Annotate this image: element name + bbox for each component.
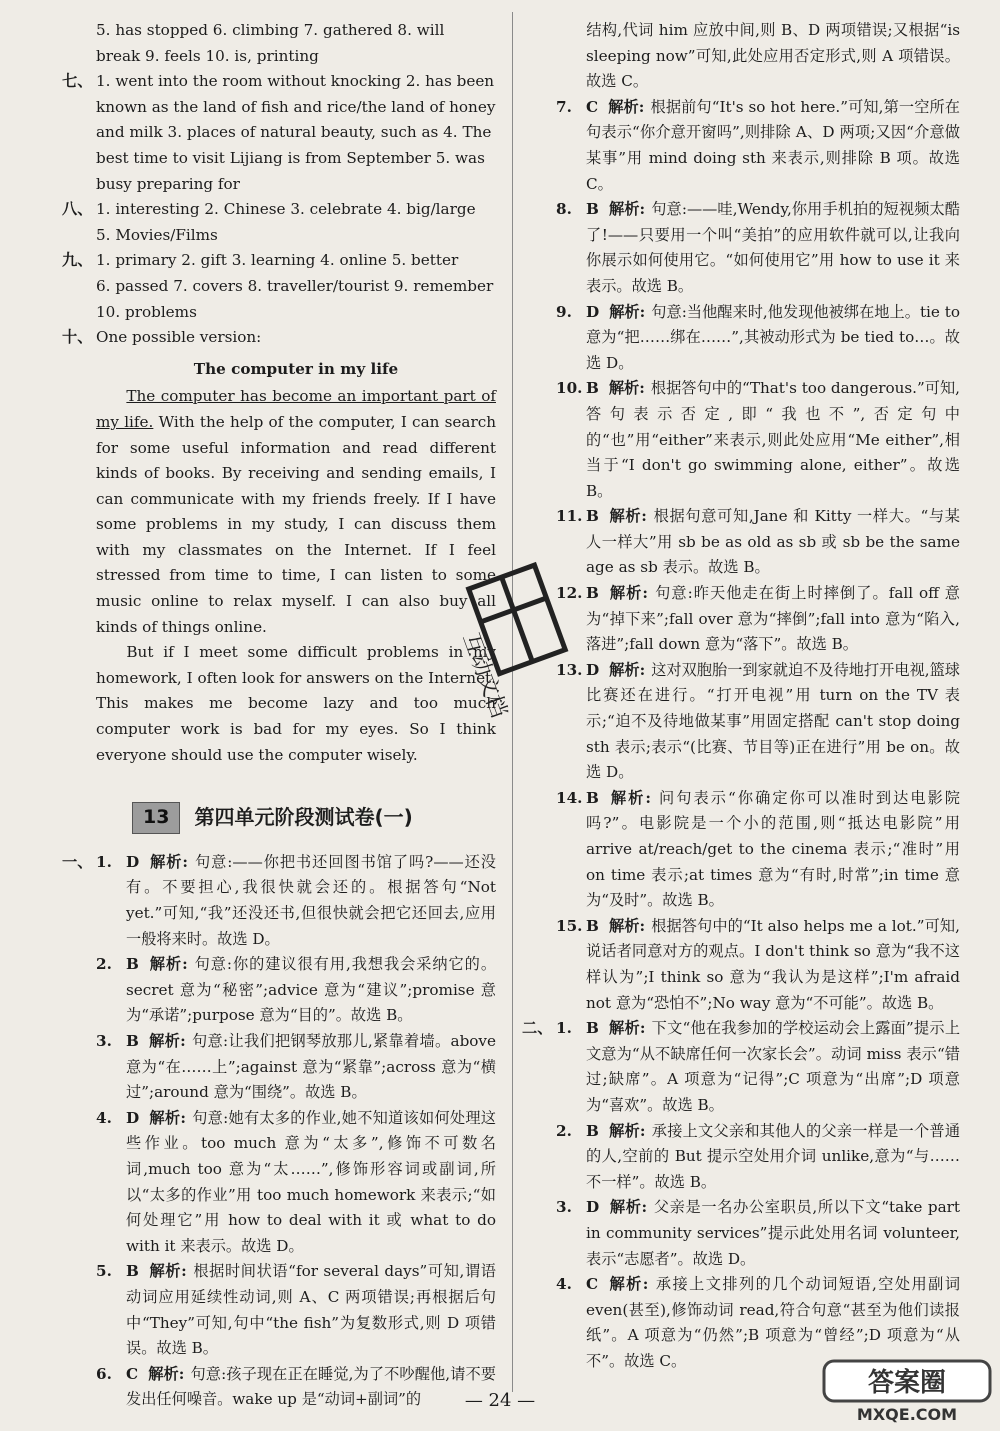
answer-letter: B	[586, 200, 599, 219]
answer-letter: B	[126, 1031, 139, 1050]
section-6-row-2: break 9. feels 10. is, printing	[96, 46, 319, 65]
item-number: 14.	[556, 788, 583, 807]
item-number: 2.	[556, 1121, 572, 1140]
analysis-label: 解析:	[148, 1031, 186, 1050]
analysis-label: 解析:	[608, 788, 651, 807]
answer-text: 句意:昨天他走在街上时摔倒了。fall off 意为“掉下来”;fall over 意为“摔倒”;fall into 意为“陷入,落进”;fall down 意为“落下”。故选 B。	[586, 584, 960, 654]
answer-letter: D	[586, 302, 600, 321]
essay-title: The computer in my life	[193, 359, 399, 378]
item-number: 7.	[556, 97, 572, 116]
unit-header	[132, 802, 496, 834]
item-number: 3.	[96, 1031, 112, 1050]
answer-item	[96, 952, 496, 1029]
answer-text: 根据时间状语“for several days”可知,谓语动词应用延续性动词,则 A、C 两项错误;再根据后句中“They”可知,句中“the fish”为复数形式,则 D 项错误。故选 B。	[126, 1262, 496, 1358]
section-label: 七、	[62, 72, 93, 91]
analysis-label: 解析:	[149, 852, 189, 871]
answer-text: 下文“他在我参加的学校运动会上露面”提示上文意为“从不缺席任何一次家长会”。动词 miss 表示“错过;缺席”。A 项意为“记得”;C 项意为“出席”;D 项意为“喜欢”。故选 B。	[586, 1019, 961, 1114]
answer-text: 这对双胞胎一到家就迫不及待地打开电视,篮球比赛还在进行。“打开电视”用 turn on the TV 表示;“迫不及待地做某事”用固定搭配 can't stop doing sth 表示;表示“(比赛、节目等)正在进行”用 be on。故选 D。	[586, 660, 960, 782]
analysis-label: 解析:	[148, 1364, 185, 1383]
page-number: — 24 —	[464, 1390, 536, 1411]
item-number: 4.	[96, 1108, 112, 1127]
paragraph-text: With the help of the computer, I can search for some useful information and read different kinds of books. By receiving and sending emails, I can communicate with my friends freely. If I have some problems in my study, I can discuss them with my classmates on the Internet. If I feel stressed from time to time, I can listen to some music online to relax myself. I can also buy all kinds of things online.	[96, 412, 496, 636]
item-number: 4.	[556, 1275, 572, 1294]
part-2	[522, 1016, 961, 1374]
answer-text: 问句表示“你确定你可以准时到达电影院吗?”。电影院是一个小的范围,则“抵达电影院”用 arrive at/reach/get to the cinema 表示;“准时”用 on time 表示;at times 意为“有时,时常”;in time 意为“及时”。故选 B。	[586, 788, 960, 910]
item-number: 12.	[556, 584, 583, 603]
underlined-sentence: The computer has become an important part of my life.	[96, 387, 496, 431]
answer-text: 承接上文排列的几个动词短语,空处用副词 even(甚至),修饰动词 read,符合句意“甚至为他们读报纸”。A 项意为“仍然”;B 项意为“曾经”;D 项意为“从不”。故选 C。	[586, 1275, 961, 1370]
answer-text: 句意:孩子现在正在睡觉,为了不吵醒他,请不要发出任何噪音。wake up 是“动词+副词”的	[126, 1364, 496, 1409]
analysis-label: 解析:	[608, 379, 645, 398]
answer-item	[96, 1029, 496, 1106]
analysis-label: 解析:	[148, 955, 188, 974]
answer-letter: B	[126, 1262, 139, 1281]
answer-text: 句意:她有太多的作业,她不知道该如何处理这些作业。too much 意为“太多”,修饰不可数名词,much too 意为“太……”,修饰形容词或副词,所以“太多的作业”用 too much homework 来表示;“如何处理它”用 how to deal with it 或 what to do with it 来表示。故选 D。	[126, 1108, 496, 1255]
answer-text: 根据前句“It's so hot here.”可知,第一空所在句表示“你介意开窗吗”,则排除 A、D 两项;又因“介意做某事”用 mind doing sth 来表示,则排除 B 项。故选 C。	[586, 97, 960, 193]
answer-item	[556, 1016, 960, 1118]
item-number: 5.	[96, 1262, 112, 1281]
analysis-label: 解析:	[148, 1262, 187, 1281]
stamp-text: 互动文档	[457, 629, 512, 721]
answer-text: 根据答句中的“That's too dangerous.”可知,答句表示否定,即“我也不”,否定句中的“也”用“either”来表示,则此处应用“Me either”,相当于“I don't go swimming alone, either”。故选 B。	[586, 379, 960, 500]
analysis-label: 解析:	[608, 97, 645, 116]
section-label: 九、	[62, 251, 93, 270]
analysis-label: 解析:	[608, 507, 647, 526]
answer-text: 根据答句中的“It also helps me a lot.”可知,说话者同意对方的观点。I don't think so 意为“我不这样认为”;I think so 意为“我认为是这样”;I'm afraid not 意为“恐怕不”;No way 意为“不可能”。故选 B。	[586, 916, 960, 1012]
item-number: 2.	[96, 955, 112, 974]
answer-letter: D	[126, 852, 140, 871]
item-number: 8.	[556, 200, 572, 219]
answer-text: 句意:——哇,Wendy,你用手机拍的短视频太酷了!——只要用一个叫“美拍”的应用软件就可以,让我向你展示如何使用它。“如何使用它”用 how to use it 来表示。故选 B。	[586, 200, 960, 295]
item-number: 6.	[96, 1364, 112, 1383]
analysis-label: 解析:	[608, 1121, 646, 1140]
answer-item	[556, 376, 960, 504]
section-label: 一、	[62, 852, 93, 871]
answer-text: 句意:你的建议很有用,我想我会采纳它的。secret 意为“秘密”;advice 意为“建议”;promise 意为“承诺”;purpose 意为“目的”。故选 B。	[126, 955, 497, 1025]
analysis-label: 解析:	[608, 916, 646, 935]
answer-text: 父亲是一名办公室职员,所以下文“take part in community services”提示此处用名词 volunteer,表示“志愿者”。故选 D。	[586, 1198, 960, 1268]
answer-text: 句意:让我们把钢琴放那儿,紧靠着墙。above 意为“在……上”;against 意为“紧靠”;across 意为“横过”;around 意为“围绕”。故选 B。	[126, 1031, 496, 1102]
line: 10. problems	[96, 302, 197, 321]
answer-letter: B	[586, 1019, 599, 1038]
analysis-label: 解析:	[149, 1108, 186, 1127]
answer-continuation	[556, 18, 960, 95]
answer-letter: D	[126, 1108, 140, 1127]
answer-text: 承接上文父亲和其他人的父亲一样是一个普通的人,空前的 But 提示空处用介词 unlike,意为“与……不一样”。故选 B。	[586, 1121, 961, 1191]
item-number: 11.	[556, 507, 583, 526]
line: known as the land of fish and rice/the land of honey	[96, 97, 496, 116]
section-8	[62, 197, 496, 248]
item-number: 10.	[556, 379, 583, 398]
essay-paragraph-2: But if I meet some difficult problems in my homework, I often look for answers on the Internet. This makes me become lazy and too much computer work is bad for my eyes. So I think everyone should use the computer wisely.	[96, 643, 496, 764]
item-number: 15.	[556, 916, 583, 935]
line: 6. passed 7. covers 8. traveller/tourist 9. remember	[96, 276, 494, 295]
essay-intro: One possible version:	[96, 328, 262, 347]
item-number: 9.	[556, 302, 572, 321]
watermark-text: 答案圈	[867, 1368, 947, 1398]
answer-letter: C	[126, 1364, 139, 1383]
line: and milk 3. places of natural beauty, such as 4. The	[96, 123, 492, 142]
answer-letter: B	[586, 916, 599, 935]
answer-item	[556, 658, 960, 786]
stamp-logo	[430, 560, 580, 730]
analysis-label: 解析:	[608, 1019, 646, 1038]
line: 5. Movies/Films	[96, 225, 218, 244]
part-1	[62, 850, 497, 1413]
section-label: 十、	[62, 328, 93, 347]
line: 1. went into the room without knocking 2. has been	[96, 72, 495, 91]
answer-letter: B	[126, 955, 139, 974]
answer-letter: D	[586, 660, 600, 679]
answer-item	[556, 1119, 960, 1196]
line: 1. primary 2. gift 3. learning 4. online 5. better	[96, 251, 459, 270]
line: 1. interesting 2. Chinese 3. celebrate 4. big/large	[96, 200, 476, 219]
answer-letter: B	[586, 507, 599, 526]
answer-letter: C	[586, 97, 599, 116]
item-number: 1.	[556, 1019, 572, 1038]
answer-item	[556, 504, 960, 581]
item-number: 3.	[556, 1198, 572, 1217]
section-label: 八、	[62, 200, 93, 219]
watermark-logo	[822, 1359, 992, 1425]
answer-item	[556, 786, 960, 914]
answer-letter: C	[586, 1275, 599, 1294]
answer-item	[556, 300, 960, 377]
answer-letter: B	[586, 788, 599, 807]
answer-item	[556, 197, 960, 299]
answer-letter: B	[586, 584, 599, 603]
unit-number: 13	[132, 802, 180, 834]
answer-item	[556, 95, 960, 197]
answer-item	[556, 914, 960, 1016]
section-label: 二、	[522, 1019, 553, 1038]
line: busy preparing for	[96, 174, 240, 193]
item-number: 13.	[556, 660, 583, 679]
answer-text: 根据句意可知,Jane 和 Kitty 一样大。“与某人一样大”用 sb be as old as sb 或 sb be the same age as sb 表示。故选 B。	[586, 507, 960, 577]
answer-letter: B	[586, 379, 599, 398]
answer-text: 句意:当他醒来时,他发现他被绑在地上。tie to 意为“把……绑在……”,其被动形式为 be tied to…。故选 D。	[586, 302, 961, 372]
analysis-label: 解析:	[608, 200, 646, 219]
answer-item	[556, 581, 960, 658]
answer-letter: D	[586, 1198, 600, 1217]
answer-item	[556, 1195, 960, 1272]
section-9	[62, 248, 496, 325]
analysis-label: 解析:	[608, 1275, 649, 1294]
analysis-label: 解析:	[609, 1198, 648, 1217]
section-7	[62, 69, 496, 197]
answer-item	[96, 1106, 496, 1260]
right-column	[522, 18, 961, 1374]
analysis-label: 解析:	[609, 302, 646, 321]
answer-item	[96, 850, 496, 952]
section-6-row-1: 5. has stopped 6. climbing 7. gathered 8. will	[96, 21, 445, 39]
unit-title: 第四单元阶段测试卷(一)	[194, 805, 413, 830]
analysis-label: 解析:	[608, 584, 649, 603]
answer-item	[96, 1259, 496, 1361]
section-10	[62, 325, 496, 351]
item-number: 1.	[96, 852, 112, 871]
answer-text: 结构,代词 him 应放中间,则 B、D 两项错误;又根据“is sleeping now”可知,此处应用否定形式,则 A 项错误。故选 C。	[586, 21, 960, 91]
line: best time to visit Lijiang is from September 5. was	[96, 148, 485, 167]
watermark-url: MXQE.COM	[856, 1405, 958, 1424]
answer-text: 句意:——你把书还回图书馆了吗?——还没有。不要担心,我很快就会还的。根据答句“Not yet.”可知,“我”还没还书,但很快就会把它还回去,应用一般将来时。故选 D。	[126, 852, 496, 948]
answer-letter: B	[586, 1121, 599, 1140]
analysis-label: 解析:	[609, 660, 646, 679]
